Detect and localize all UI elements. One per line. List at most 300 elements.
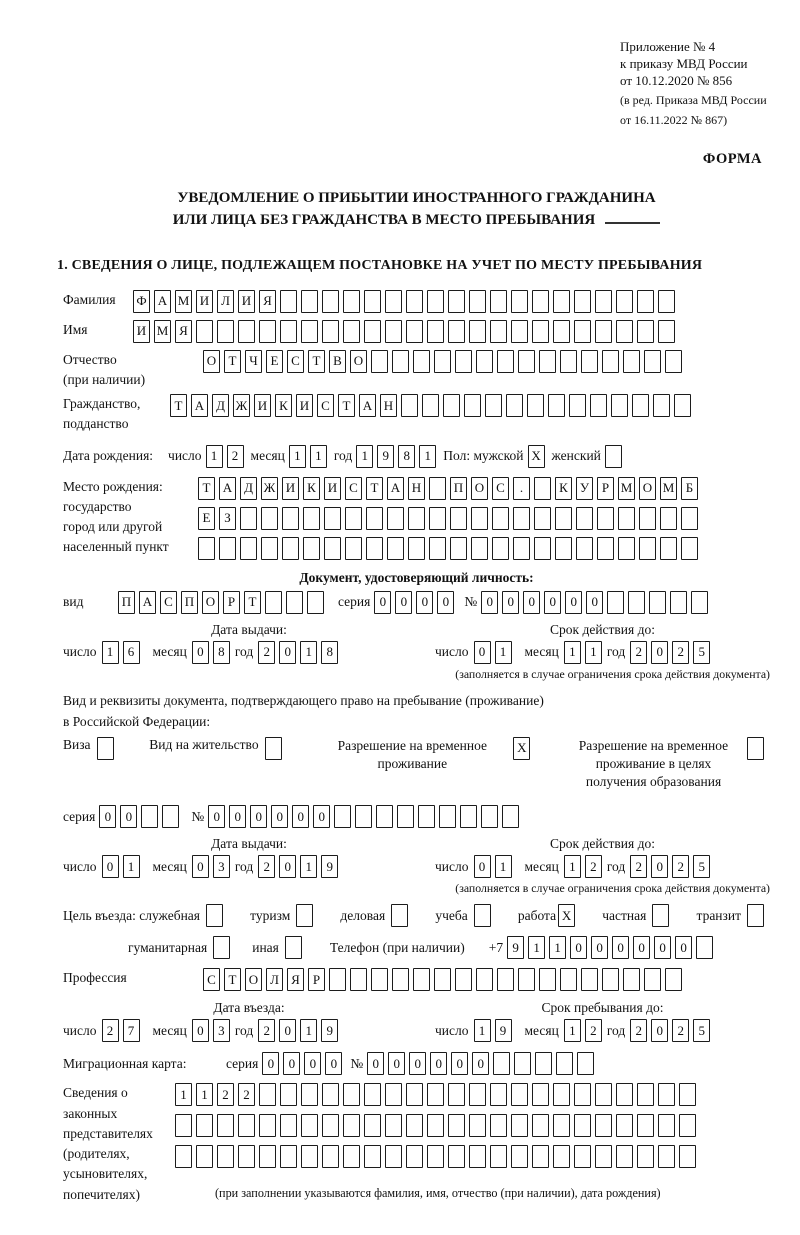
char-cell[interactable] <box>518 350 535 373</box>
char-cell[interactable] <box>240 537 257 560</box>
char-cell[interactable] <box>429 477 446 500</box>
char-cell[interactable] <box>574 320 591 343</box>
char-cell[interactable] <box>280 1114 297 1137</box>
char-cell[interactable]: 0 <box>262 1052 279 1075</box>
char-cell[interactable] <box>282 507 299 530</box>
char-cell[interactable] <box>334 805 351 828</box>
char-cell[interactable] <box>534 507 551 530</box>
char-cell[interactable] <box>637 1114 654 1137</box>
char-cell[interactable] <box>497 350 514 373</box>
char-cell[interactable] <box>485 394 502 417</box>
char-cell[interactable]: Я <box>175 320 192 343</box>
char-cell[interactable] <box>450 537 467 560</box>
char-cell[interactable] <box>637 1145 654 1168</box>
char-cell[interactable] <box>539 350 556 373</box>
char-cell[interactable] <box>534 477 551 500</box>
char-cell[interactable] <box>618 507 635 530</box>
sex-female-checkbox[interactable] <box>605 445 622 468</box>
char-cell[interactable]: 0 <box>99 805 116 828</box>
char-cell[interactable]: Т <box>198 477 215 500</box>
char-cell[interactable] <box>450 507 467 530</box>
char-cell[interactable] <box>513 537 530 560</box>
char-cell[interactable]: 6 <box>123 641 140 664</box>
char-cell[interactable]: 0 <box>208 805 225 828</box>
char-cell[interactable]: Ф <box>133 290 150 313</box>
char-cell[interactable] <box>240 507 257 530</box>
char-cell[interactable]: 2 <box>672 641 689 664</box>
char-cell[interactable]: К <box>555 477 572 500</box>
char-cell[interactable]: М <box>660 477 677 500</box>
char-cell[interactable] <box>448 290 465 313</box>
char-cell[interactable]: 1 <box>528 936 545 959</box>
char-cell[interactable] <box>511 290 528 313</box>
char-cell[interactable] <box>364 1145 381 1168</box>
residence-permit-checkbox[interactable] <box>265 737 282 760</box>
char-cell[interactable] <box>301 1145 318 1168</box>
char-cell[interactable] <box>427 320 444 343</box>
char-cell[interactable] <box>560 968 577 991</box>
char-cell[interactable] <box>658 1145 675 1168</box>
char-cell[interactable]: 0 <box>612 936 629 959</box>
purpose-tourism-checkbox[interactable] <box>296 904 313 927</box>
char-cell[interactable] <box>301 320 318 343</box>
char-cell[interactable]: 0 <box>474 641 491 664</box>
char-cell[interactable] <box>556 1052 573 1075</box>
char-cell[interactable] <box>639 507 656 530</box>
char-cell[interactable]: 2 <box>630 855 647 878</box>
char-cell[interactable] <box>513 507 530 530</box>
char-cell[interactable] <box>196 1145 213 1168</box>
char-cell[interactable]: С <box>345 477 362 500</box>
char-cell[interactable] <box>469 1083 486 1106</box>
char-cell[interactable] <box>322 1083 339 1106</box>
char-cell[interactable] <box>422 394 439 417</box>
char-cell[interactable] <box>493 1052 510 1075</box>
char-cell[interactable] <box>574 1083 591 1106</box>
char-cell[interactable] <box>658 290 675 313</box>
char-cell[interactable] <box>481 805 498 828</box>
char-cell[interactable] <box>443 394 460 417</box>
char-cell[interactable]: 0 <box>304 1052 321 1075</box>
char-cell[interactable] <box>322 1114 339 1137</box>
char-cell[interactable] <box>217 1145 234 1168</box>
char-cell[interactable] <box>469 1114 486 1137</box>
char-cell[interactable] <box>597 537 614 560</box>
char-cell[interactable] <box>553 320 570 343</box>
char-cell[interactable] <box>448 1114 465 1137</box>
char-cell[interactable]: 1 <box>495 641 512 664</box>
char-cell[interactable]: 0 <box>279 855 296 878</box>
char-cell[interactable] <box>490 1114 507 1137</box>
char-cell[interactable] <box>385 290 402 313</box>
char-cell[interactable] <box>502 805 519 828</box>
char-cell[interactable]: 2 <box>227 445 244 468</box>
char-cell[interactable] <box>590 394 607 417</box>
char-cell[interactable]: 2 <box>238 1083 255 1106</box>
char-cell[interactable] <box>616 1114 633 1137</box>
char-cell[interactable] <box>376 805 393 828</box>
char-cell[interactable] <box>476 968 493 991</box>
char-cell[interactable] <box>569 394 586 417</box>
char-cell[interactable] <box>343 290 360 313</box>
char-cell[interactable]: 0 <box>192 641 209 664</box>
char-cell[interactable]: К <box>275 394 292 417</box>
char-cell[interactable]: 0 <box>271 805 288 828</box>
char-cell[interactable] <box>280 320 297 343</box>
char-cell[interactable] <box>280 290 297 313</box>
char-cell[interactable]: П <box>181 591 198 614</box>
char-cell[interactable]: 8 <box>321 641 338 664</box>
char-cell[interactable] <box>679 1145 696 1168</box>
char-cell[interactable] <box>303 507 320 530</box>
char-cell[interactable]: 0 <box>229 805 246 828</box>
char-cell[interactable] <box>364 320 381 343</box>
char-cell[interactable]: П <box>450 477 467 500</box>
char-cell[interactable]: 1 <box>310 445 327 468</box>
char-cell[interactable] <box>364 290 381 313</box>
char-cell[interactable]: З <box>219 507 236 530</box>
char-cell[interactable]: П <box>118 591 135 614</box>
char-cell[interactable] <box>469 1145 486 1168</box>
char-cell[interactable] <box>560 350 577 373</box>
char-cell[interactable]: 2 <box>258 1019 275 1042</box>
char-cell[interactable] <box>238 1145 255 1168</box>
char-cell[interactable] <box>406 320 423 343</box>
char-cell[interactable] <box>448 1145 465 1168</box>
char-cell[interactable]: Н <box>380 394 397 417</box>
char-cell[interactable]: О <box>350 350 367 373</box>
char-cell[interactable]: А <box>154 290 171 313</box>
char-cell[interactable]: О <box>639 477 656 500</box>
char-cell[interactable]: И <box>324 477 341 500</box>
char-cell[interactable] <box>691 591 708 614</box>
char-cell[interactable] <box>406 1145 423 1168</box>
char-cell[interactable] <box>280 1145 297 1168</box>
char-cell[interactable]: 0 <box>565 591 582 614</box>
char-cell[interactable]: Д <box>212 394 229 417</box>
char-cell[interactable]: 0 <box>313 805 330 828</box>
char-cell[interactable]: 0 <box>409 1052 426 1075</box>
char-cell[interactable] <box>408 507 425 530</box>
char-cell[interactable]: У <box>576 477 593 500</box>
char-cell[interactable] <box>303 537 320 560</box>
char-cell[interactable]: 9 <box>377 445 394 468</box>
char-cell[interactable]: С <box>160 591 177 614</box>
char-cell[interactable] <box>696 936 713 959</box>
char-cell[interactable] <box>576 537 593 560</box>
purpose-transit-checkbox[interactable] <box>747 904 764 927</box>
char-cell[interactable] <box>616 320 633 343</box>
char-cell[interactable] <box>681 507 698 530</box>
char-cell[interactable]: 1 <box>585 641 602 664</box>
char-cell[interactable]: О <box>245 968 262 991</box>
char-cell[interactable]: 0 <box>591 936 608 959</box>
char-cell[interactable] <box>658 320 675 343</box>
char-cell[interactable] <box>665 350 682 373</box>
char-cell[interactable] <box>408 537 425 560</box>
char-cell[interactable] <box>427 1083 444 1106</box>
char-cell[interactable] <box>574 1114 591 1137</box>
char-cell[interactable] <box>350 968 367 991</box>
char-cell[interactable] <box>595 1083 612 1106</box>
char-cell[interactable]: М <box>154 320 171 343</box>
char-cell[interactable]: 0 <box>192 855 209 878</box>
char-cell[interactable] <box>632 394 649 417</box>
char-cell[interactable] <box>469 290 486 313</box>
char-cell[interactable] <box>282 537 299 560</box>
char-cell[interactable] <box>455 350 472 373</box>
char-cell[interactable] <box>345 507 362 530</box>
char-cell[interactable]: 2 <box>102 1019 119 1042</box>
char-cell[interactable] <box>581 968 598 991</box>
char-cell[interactable] <box>553 1114 570 1137</box>
char-cell[interactable]: О <box>203 350 220 373</box>
char-cell[interactable] <box>413 350 430 373</box>
char-cell[interactable]: О <box>202 591 219 614</box>
char-cell[interactable]: 2 <box>258 855 275 878</box>
char-cell[interactable]: С <box>203 968 220 991</box>
char-cell[interactable]: Т <box>308 350 325 373</box>
char-cell[interactable]: 3 <box>213 855 230 878</box>
char-cell[interactable] <box>196 320 213 343</box>
char-cell[interactable] <box>637 290 654 313</box>
char-cell[interactable]: 9 <box>495 1019 512 1042</box>
char-cell[interactable] <box>387 507 404 530</box>
char-cell[interactable] <box>653 394 670 417</box>
char-cell[interactable] <box>548 394 565 417</box>
char-cell[interactable]: 0 <box>570 936 587 959</box>
char-cell[interactable] <box>280 1083 297 1106</box>
char-cell[interactable]: А <box>359 394 376 417</box>
char-cell[interactable]: 0 <box>292 805 309 828</box>
char-cell[interactable] <box>576 507 593 530</box>
char-cell[interactable] <box>175 1114 192 1137</box>
char-cell[interactable] <box>518 968 535 991</box>
char-cell[interactable]: 0 <box>481 591 498 614</box>
char-cell[interactable]: 1 <box>564 1019 581 1042</box>
char-cell[interactable] <box>532 1083 549 1106</box>
char-cell[interactable] <box>555 507 572 530</box>
char-cell[interactable]: 1 <box>300 641 317 664</box>
char-cell[interactable] <box>490 290 507 313</box>
char-cell[interactable] <box>476 350 493 373</box>
char-cell[interactable]: Т <box>338 394 355 417</box>
char-cell[interactable] <box>595 1145 612 1168</box>
char-cell[interactable]: 1 <box>564 855 581 878</box>
char-cell[interactable] <box>532 320 549 343</box>
char-cell[interactable]: А <box>191 394 208 417</box>
char-cell[interactable] <box>261 507 278 530</box>
char-cell[interactable]: Я <box>287 968 304 991</box>
char-cell[interactable] <box>427 1114 444 1137</box>
char-cell[interactable] <box>364 1114 381 1137</box>
char-cell[interactable] <box>532 1114 549 1137</box>
char-cell[interactable]: М <box>175 290 192 313</box>
char-cell[interactable] <box>259 1145 276 1168</box>
char-cell[interactable] <box>471 537 488 560</box>
char-cell[interactable] <box>665 968 682 991</box>
char-cell[interactable]: Я <box>259 290 276 313</box>
char-cell[interactable] <box>217 320 234 343</box>
char-cell[interactable]: 0 <box>586 591 603 614</box>
char-cell[interactable] <box>644 968 661 991</box>
char-cell[interactable] <box>238 320 255 343</box>
purpose-work-checkbox[interactable]: X <box>558 904 575 927</box>
char-cell[interactable] <box>469 320 486 343</box>
char-cell[interactable]: 1 <box>300 855 317 878</box>
char-cell[interactable]: И <box>296 394 313 417</box>
char-cell[interactable] <box>637 320 654 343</box>
char-cell[interactable] <box>602 968 619 991</box>
temp-residence-checkbox[interactable]: X <box>513 737 530 760</box>
char-cell[interactable]: Л <box>217 290 234 313</box>
char-cell[interactable]: 0 <box>675 936 692 959</box>
char-cell[interactable]: 0 <box>250 805 267 828</box>
char-cell[interactable] <box>434 968 451 991</box>
char-cell[interactable] <box>301 1114 318 1137</box>
char-cell[interactable]: 1 <box>356 445 373 468</box>
char-cell[interactable] <box>355 805 372 828</box>
char-cell[interactable] <box>681 537 698 560</box>
char-cell[interactable] <box>679 1083 696 1106</box>
char-cell[interactable] <box>322 320 339 343</box>
char-cell[interactable]: Е <box>198 507 215 530</box>
char-cell[interactable] <box>385 320 402 343</box>
char-cell[interactable] <box>429 537 446 560</box>
edu-residence-checkbox[interactable] <box>747 737 764 760</box>
char-cell[interactable] <box>492 507 509 530</box>
char-cell[interactable] <box>658 1083 675 1106</box>
char-cell[interactable] <box>322 1145 339 1168</box>
char-cell[interactable] <box>217 1114 234 1137</box>
char-cell[interactable] <box>345 537 362 560</box>
char-cell[interactable]: Р <box>223 591 240 614</box>
char-cell[interactable]: 1 <box>206 445 223 468</box>
char-cell[interactable]: 0 <box>388 1052 405 1075</box>
char-cell[interactable]: 1 <box>123 855 140 878</box>
char-cell[interactable] <box>329 968 346 991</box>
char-cell[interactable] <box>658 1114 675 1137</box>
char-cell[interactable]: 0 <box>279 1019 296 1042</box>
char-cell[interactable] <box>532 1145 549 1168</box>
char-cell[interactable]: 0 <box>437 591 454 614</box>
char-cell[interactable] <box>553 1083 570 1106</box>
char-cell[interactable] <box>511 320 528 343</box>
char-cell[interactable] <box>511 1083 528 1106</box>
char-cell[interactable] <box>371 968 388 991</box>
char-cell[interactable]: А <box>219 477 236 500</box>
char-cell[interactable] <box>413 968 430 991</box>
char-cell[interactable] <box>455 968 472 991</box>
char-cell[interactable] <box>623 350 640 373</box>
char-cell[interactable]: Ж <box>261 477 278 500</box>
char-cell[interactable]: 0 <box>654 936 671 959</box>
char-cell[interactable] <box>259 320 276 343</box>
char-cell[interactable]: 9 <box>507 936 524 959</box>
char-cell[interactable] <box>392 350 409 373</box>
char-cell[interactable]: 5 <box>693 1019 710 1042</box>
char-cell[interactable] <box>343 1083 360 1106</box>
char-cell[interactable] <box>401 394 418 417</box>
char-cell[interactable] <box>301 1083 318 1106</box>
char-cell[interactable]: 8 <box>213 641 230 664</box>
char-cell[interactable]: А <box>387 477 404 500</box>
char-cell[interactable] <box>219 537 236 560</box>
char-cell[interactable]: 1 <box>474 1019 491 1042</box>
char-cell[interactable]: 2 <box>585 855 602 878</box>
char-cell[interactable] <box>385 1145 402 1168</box>
char-cell[interactable] <box>490 1145 507 1168</box>
sex-male-checkbox[interactable]: X <box>528 445 545 468</box>
char-cell[interactable]: В <box>329 350 346 373</box>
char-cell[interactable] <box>343 1114 360 1137</box>
char-cell[interactable] <box>644 350 661 373</box>
char-cell[interactable]: С <box>317 394 334 417</box>
char-cell[interactable]: 0 <box>325 1052 342 1075</box>
char-cell[interactable] <box>175 1145 192 1168</box>
char-cell[interactable] <box>574 1145 591 1168</box>
char-cell[interactable] <box>616 290 633 313</box>
char-cell[interactable] <box>497 968 514 991</box>
char-cell[interactable]: 7 <box>123 1019 140 1042</box>
char-cell[interactable]: 1 <box>419 445 436 468</box>
char-cell[interactable] <box>639 537 656 560</box>
char-cell[interactable]: . <box>513 477 530 500</box>
char-cell[interactable] <box>448 320 465 343</box>
char-cell[interactable] <box>406 1114 423 1137</box>
char-cell[interactable] <box>324 537 341 560</box>
char-cell[interactable]: 0 <box>395 591 412 614</box>
char-cell[interactable]: 1 <box>549 936 566 959</box>
char-cell[interactable]: 0 <box>451 1052 468 1075</box>
char-cell[interactable]: 0 <box>416 591 433 614</box>
char-cell[interactable] <box>439 805 456 828</box>
char-cell[interactable]: 0 <box>283 1052 300 1075</box>
char-cell[interactable]: 0 <box>374 591 391 614</box>
char-cell[interactable] <box>162 805 179 828</box>
char-cell[interactable]: Т <box>244 591 261 614</box>
char-cell[interactable]: 0 <box>651 855 668 878</box>
char-cell[interactable] <box>371 350 388 373</box>
char-cell[interactable] <box>553 290 570 313</box>
char-cell[interactable] <box>324 507 341 530</box>
char-cell[interactable] <box>611 394 628 417</box>
char-cell[interactable] <box>471 507 488 530</box>
char-cell[interactable] <box>364 1083 381 1106</box>
char-cell[interactable]: М <box>618 477 635 500</box>
char-cell[interactable] <box>511 1145 528 1168</box>
char-cell[interactable] <box>514 1052 531 1075</box>
char-cell[interactable]: С <box>287 350 304 373</box>
char-cell[interactable] <box>265 591 282 614</box>
char-cell[interactable]: И <box>196 290 213 313</box>
char-cell[interactable]: Е <box>266 350 283 373</box>
char-cell[interactable] <box>534 537 551 560</box>
char-cell[interactable]: 0 <box>651 641 668 664</box>
char-cell[interactable] <box>261 537 278 560</box>
char-cell[interactable] <box>448 1083 465 1106</box>
char-cell[interactable]: А <box>139 591 156 614</box>
char-cell[interactable]: Н <box>408 477 425 500</box>
char-cell[interactable] <box>427 290 444 313</box>
char-cell[interactable] <box>343 1145 360 1168</box>
char-cell[interactable]: 2 <box>258 641 275 664</box>
char-cell[interactable] <box>406 290 423 313</box>
char-cell[interactable] <box>490 1083 507 1106</box>
char-cell[interactable]: Д <box>240 477 257 500</box>
char-cell[interactable] <box>492 537 509 560</box>
char-cell[interactable] <box>577 1052 594 1075</box>
